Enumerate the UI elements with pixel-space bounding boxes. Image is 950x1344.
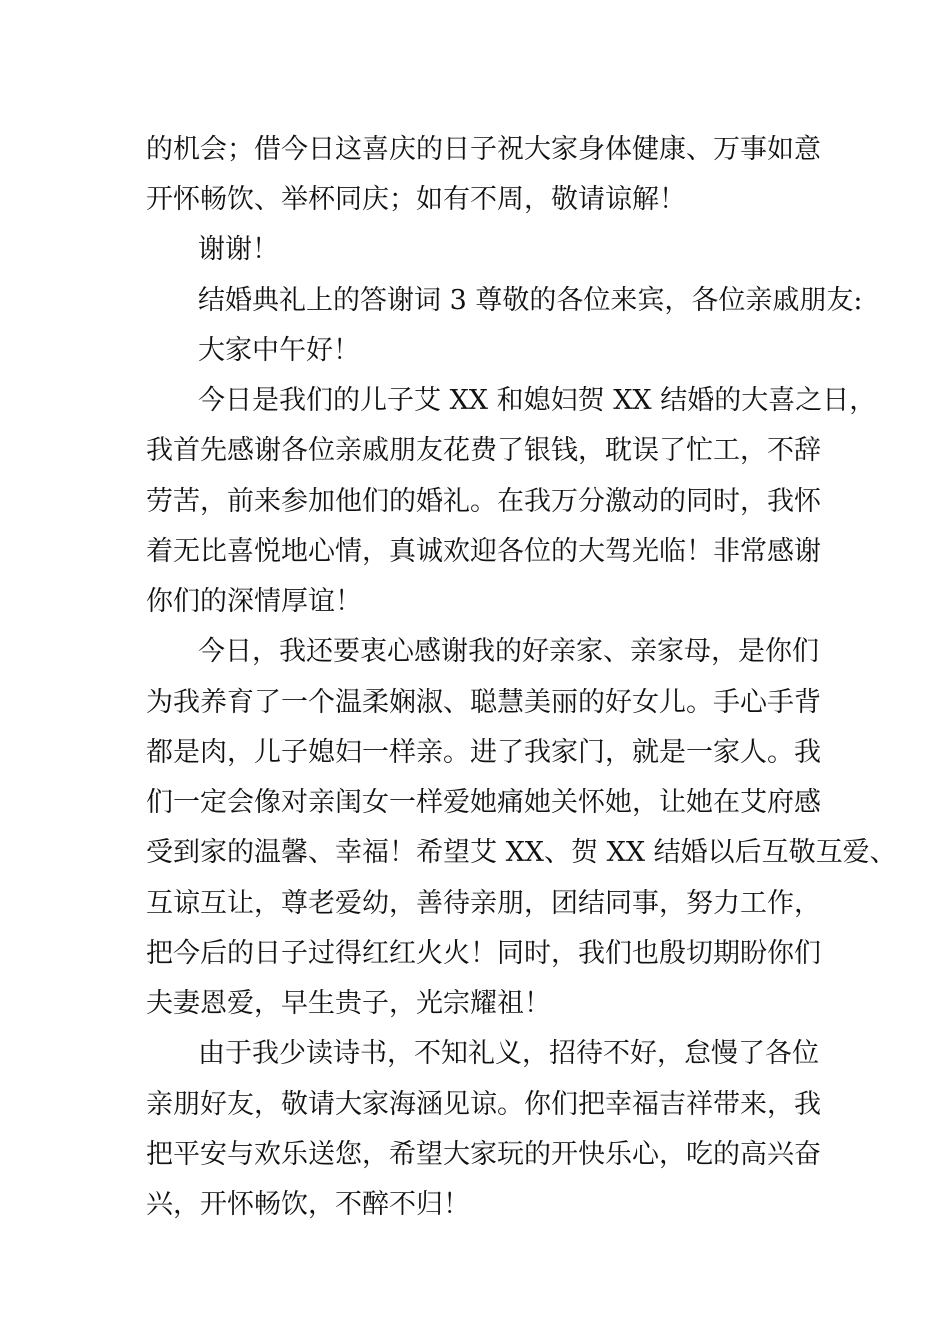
text-line: 亲朋好友，敬请大家海涵见谅。你们把幸福吉祥带来，我 [146,1089,821,1120]
text-line: 夫妻恩爱，早生贵子，光宗耀祖！ [146,988,551,1019]
text-line: 把平安与欢乐送您，希望大家玩的开快乐心，吃的高兴奋 [146,1139,821,1170]
text-line: 着无比喜悦地心情，真诚欢迎各位的大驾光临！非常感谢 [146,536,821,567]
text-line: 劳苦，前来参加他们的婚礼。在我万分激动的同时，我怀 [146,486,821,517]
text-line: 由于我少读诗书，不知礼义，招待不好，怠慢了各位 [198,1038,819,1069]
text-line: 大家中午好！ [198,335,360,366]
text-line: 互谅互让，尊老爱幼，善待亲朋，团结同事，努力工作， [146,888,821,919]
text-line: 把今后的日子过得红红火火！同时，我们也殷切期盼你们 [146,938,821,969]
text-line: 们一定会像对亲闺女一样爱她痛她关怀她，让她在艾府感 [146,787,821,818]
text-line: 谢谢！ [198,234,279,265]
text-line: 为我养育了一个温柔娴淑、聪慧美丽的好女儿。手心手背 [146,687,821,718]
text-line: 结婚典礼上的答谢词 3 尊敬的各位来宾，各位亲戚朋友: [198,285,863,316]
text-line: 开怀畅饮、举杯同庆；如有不周，敬请谅解！ [146,184,686,215]
text-line: 今日，我还要衷心感谢我的好亲家、亲家母，是你们 [198,636,819,667]
text-line: 你们的深情厚谊！ [146,586,362,617]
text-line: 我首先感谢各位亲戚朋友花费了银钱，耽误了忙工，不辞 [146,435,821,466]
text-line: 兴，开怀畅饮，不醉不归！ [146,1189,470,1220]
text-line: 受到家的温馨、幸福！希望艾 XX、贺 XX 结婚以后互敬互爱、 [146,837,897,868]
text-line: 的机会；借今日这喜庆的日子祝大家身体健康、万事如意 [146,134,821,165]
text-line: 今日是我们的儿子艾 XX 和媳妇贺 XX 结婚的大喜之日， [198,385,877,416]
text-line: 都是肉，儿子媳妇一样亲。进了我家门，就是一家人。我 [146,737,821,768]
